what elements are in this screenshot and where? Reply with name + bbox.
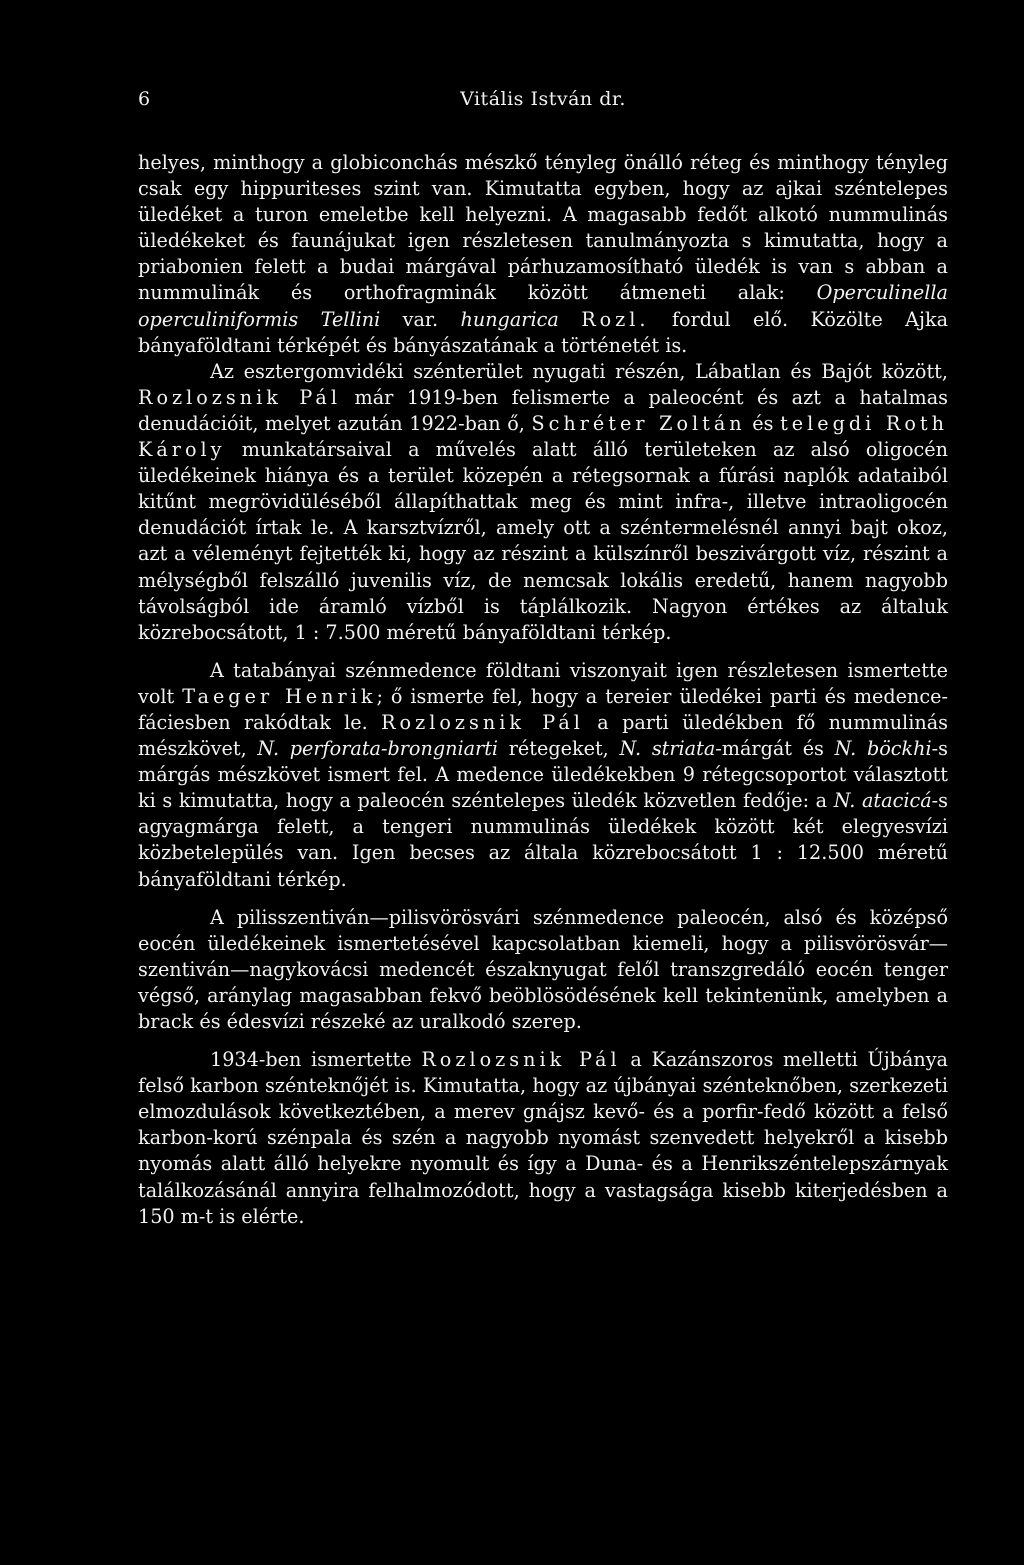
taxon-name: Operculinella operculiniformis Tellini bbox=[138, 281, 948, 331]
text-run: ; ő ismerte fel, hogy a tereier üledékei parti és medence-fáciesben rakódtak le. bbox=[138, 684, 948, 734]
text-run: a Kazánszoros melletti Újbánya felső karbon szénteknőjét is. Kimutatta, hogy az újbányai szénteknőben, szerkezeti elmozdulások következtében, a merev gnájsz kevő- és a porfir-fedő között a felső karbon-korú szénpala és szén a nagyobb nyomást szenvedett helyekről a kisebb nyomás alatt álló helyekre nyomult és így a Duna- és a Henrikszéntelepszárnyak találkozásánál annyira felhalmozódott, hogy a vastagsága kisebb kiterjedésben a 150 m-t is elérte. bbox=[138, 1048, 948, 1228]
taxon-name: hungarica bbox=[460, 307, 559, 331]
text-run: 1934-ben ismertette bbox=[210, 1048, 422, 1072]
text-run: -s márgás mészkövet ismert fel. A medence üledékekben 9 rétegcsoportot választott ki s kimutatta, hogy a paleocén széntelepes üledék közvetlen fedője: a bbox=[138, 737, 948, 813]
page-number: 6 bbox=[138, 88, 151, 110]
paragraph-3 bbox=[138, 658, 948, 893]
text-run: var. bbox=[380, 307, 461, 331]
page-header bbox=[138, 88, 948, 128]
paragraph-5 bbox=[138, 1047, 948, 1230]
author-name: Rozlozsnik Pál bbox=[421, 1048, 621, 1072]
taxon-name: N. perforata-brongniarti bbox=[257, 737, 499, 761]
text-run: munkatársaival a művelés alatt álló területeken az alsó oligocén üledékeinek hiánya és a terület közepén a rétegsornak a fúrási naplók adataiból kitűnt megrövidüléséből állapíthattak meg és mint infra-, illetve intraoligocén denudációt írtak le. A karsztvízről, amely ott a széntermelésnél annyi bajt okoz, azt a véleményt fejtették ki, hogy az részint a külszínről beszivárgott víz, részint a mélységből felszálló juvenilis víz, de nemcsak lokális eredetű, hanem nagyobb távolságból ide áramló vízből is táplálkozik. Nagyon értékes az általuk közrebocsátott, 1 : 7.500 méretű bányaföldtani térkép. bbox=[138, 438, 948, 644]
paragraph-1 bbox=[138, 150, 948, 359]
text-run bbox=[559, 308, 581, 331]
text-run: a parti üledékben fő nummulinás mészkövet, bbox=[138, 710, 948, 761]
text-run: Az esztergomvidéki szénterület nyugati részén, Lábatlan és Bajót között, bbox=[210, 359, 948, 383]
paragraph-2 bbox=[138, 359, 948, 646]
author-name: Taeger Henrik bbox=[182, 684, 377, 708]
book-page bbox=[138, 88, 948, 1230]
paragraph-4 bbox=[138, 905, 948, 1035]
text-run: rétegeket, bbox=[498, 737, 620, 761]
author-name: telegdi Roth Károly bbox=[138, 411, 948, 462]
running-title: Vitális István dr. bbox=[460, 88, 626, 110]
author-name: Rozlozsnik Pál bbox=[381, 710, 584, 734]
text-run: fordul elő. Közölte Ajka bányaföldtani térképét és bányászatának a történetét is. bbox=[138, 307, 949, 357]
text-run: -s agyagmárga felett, a tengeri nummulinás üledékek között két elegyesvízi közbetelepülés van. Igen becses az általa közrebocsátott 1 : 12.500 méretű bányaföldtani térkép. bbox=[138, 789, 948, 891]
text-run: már 1919-ben felismerte a paleocént és azt a hatalmas denudációit, melyet azután 1922-ban ő, bbox=[138, 385, 948, 435]
author-name: Schréter Zoltán bbox=[531, 411, 746, 435]
text-run: és bbox=[745, 411, 781, 435]
text-run: A pilisszentiván—pilisvörösvári szénmedence paleocén, alsó és középső eocén üledékeinek ismertetésével kapcsolatban kiemeli, hogy a pilisvörösvár—szentiván—nagykovácsi medencét északnyugat felől transzgredáló eocén tenger végső, aránylag magasabban fekvő beöblösödésének kell tekintenünk, amelyben a brack és édesvízi részeké az uralkodó szerep. bbox=[138, 905, 948, 1033]
author-name: Rozl. bbox=[581, 307, 650, 331]
taxon-name: N. böckhi bbox=[834, 737, 932, 761]
text-run: A tatabányai szénmedence földtani viszonyait igen részletesen ismertette volt bbox=[138, 658, 948, 708]
text-run: -márgát és bbox=[715, 737, 835, 761]
text-run: helyes, minthogy a globiconchás mészkő tényleg önálló réteg és minthogy tényleg csak egy hippuriteses szint van. Kimutatta egyben, hogy az ajkai széntelepes üledéket a turon emeletbe kell helyezni. A magasabb fedőt alkotó nummulinás üledékeket és faunájukat igen részletesen tanulmányozta s kimutatta, hogy a priabonien felett a budai márgával párhuzamosítható üledék is van s abban a nummulinák és orthofragminák között átmeneti alak: bbox=[138, 151, 948, 305]
taxon-name: N. striata bbox=[619, 737, 716, 761]
author-name: Rozlozsnik Pál bbox=[138, 385, 342, 409]
taxon-name: N. atacicá bbox=[833, 789, 932, 813]
